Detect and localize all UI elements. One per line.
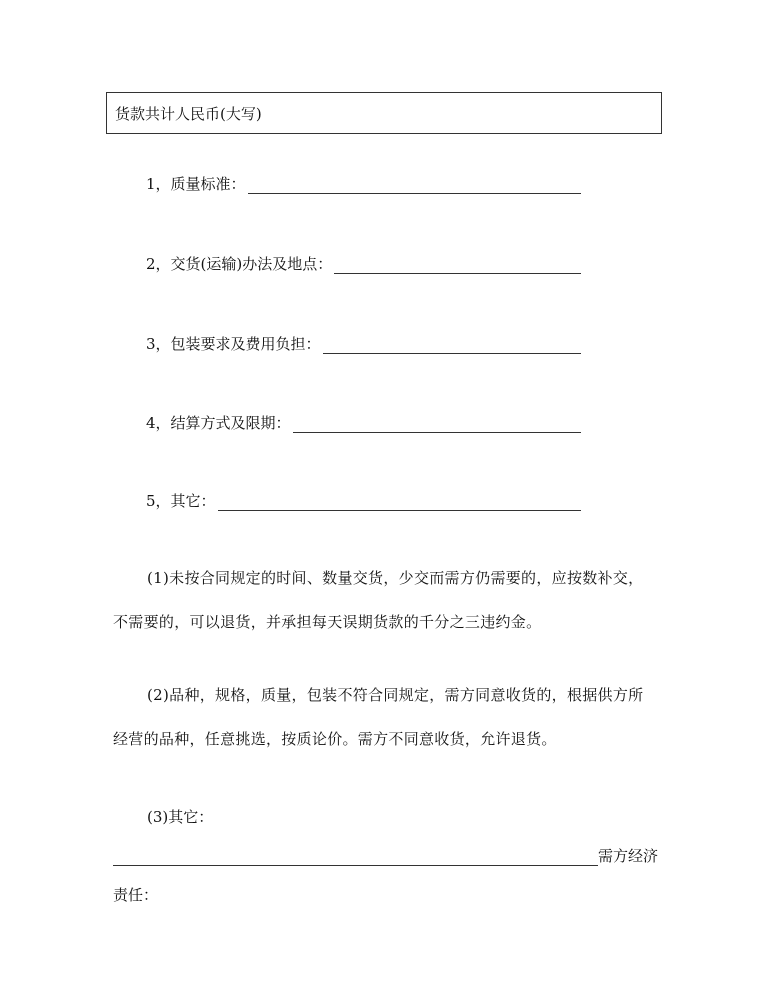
settlement-blank[interactable]	[293, 416, 581, 433]
quality-standard-label: 1，质量标准：	[146, 175, 246, 193]
signature-blank[interactable]	[113, 849, 598, 866]
packaging-blank[interactable]	[323, 337, 581, 354]
settlement-label: 4，结算方式及限期：	[146, 414, 291, 432]
signature-continuation: 责任：	[113, 886, 159, 904]
quality-standard-field	[146, 170, 581, 194]
clause-3-label: (3)其它：	[147, 808, 214, 826]
packaging-label: 3，包装要求及费用负担：	[146, 335, 321, 353]
signature-line	[113, 842, 658, 866]
delivery-method-blank[interactable]	[334, 257, 581, 274]
clause-1: (1)未按合同规定的时间、数量交货，少交而需方仍需要的，应按数补交，不需要的，可以退货，并承担每天误期货款的千分之三违约金。	[113, 569, 644, 631]
settlement-field	[146, 409, 581, 433]
other-label: 5，其它：	[146, 492, 216, 510]
delivery-method-field	[146, 250, 581, 274]
quality-standard-blank[interactable]	[248, 177, 581, 194]
signature-label: 需方经济	[597, 847, 658, 865]
clause-2: (2)品种，规格，质量，包装不符合同规定，需方同意收货的，根据供方所经营的品种，任意挑选，按质论价。需方不同意收货，允许退货。	[113, 686, 644, 748]
delivery-method-label: 2，交货(运输)办法及地点：	[146, 255, 333, 273]
total-amount-label: 货款共计人民币(大写)	[115, 105, 262, 123]
packaging-field	[146, 330, 581, 354]
total-amount-box	[106, 92, 662, 134]
other-blank[interactable]	[218, 494, 581, 511]
other-field	[146, 487, 581, 511]
